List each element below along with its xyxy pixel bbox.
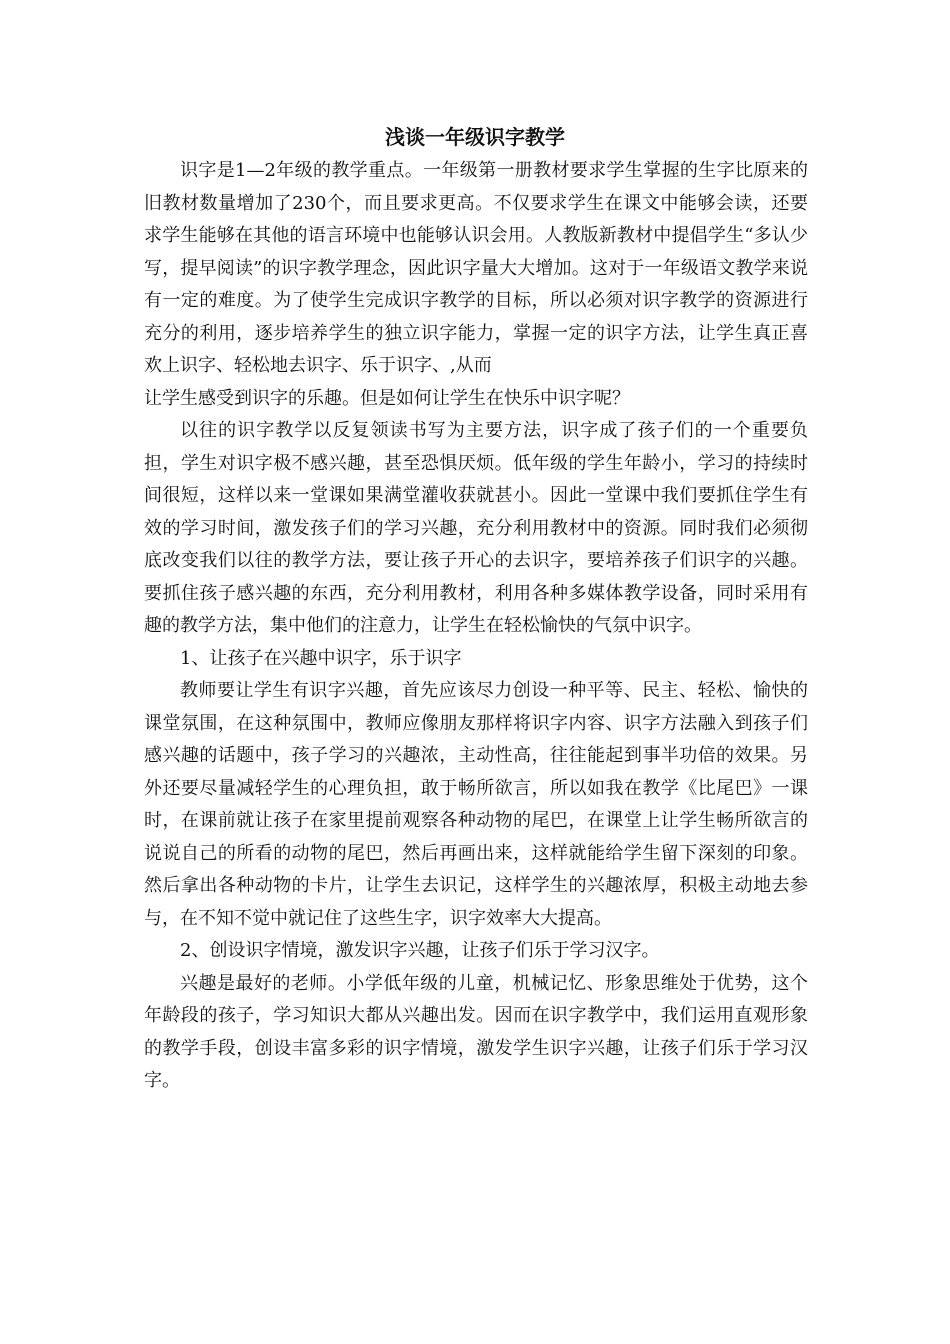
paragraph-5: 兴趣是最好的老师。小学低年级的儿童，机械记忆、形象思维处于优势，这个年龄段的孩子，学习知识大都从兴趣出发。因而在识字教学中，我们运用直观形象的教学手段，创设丰富多彩的识字情境，激发学生识字兴趣，让孩子们乐于学习汉字。: [144, 972, 808, 1091]
section-heading-1: 1、让孩子在兴趣中识字，乐于识字: [180, 647, 462, 669]
document-title: 浅谈一年级识字教学: [385, 125, 565, 149]
section-heading-2: 2、创设识字情境，激发识字兴趣，让孩子们乐于学习汉字。: [180, 940, 660, 961]
paragraph-4: 教师要让学生有识字兴趣，首先应该尽力创设一种平等、民主、轻松、愉快的课堂氛围，在这种氛围中，教师应像朋友那样将识字内容、识字方法融入到孩子们感兴趣的话题中，孩子学习的兴趣浓，主动性高，往往能起到事半功倍的效果。另外还要尽量减轻学生的心理负担，敢于畅所欲言，所以如我在教学《比尾巴》一课时，在课前就让孩子在家里提前观察各种动物的尾巴，在课堂上让学生畅所欲言的说说自己的所看的动物的尾巴，然后再画出来，这样就能给学生留下深刻的印象。然后拿出各种动物的卡片，让学生去识记，这样学生的兴趣浓厚，积极主动地去参与，在不知不觉中就记住了这些生字，识字效率大大提高。: [144, 680, 808, 929]
paragraph-2: 让学生感受到识字的乐趣。但是如何让学生在快乐中识字呢？: [144, 387, 630, 409]
paragraph-1: 识字是1—2年级的教学重点。一年级第一册教材要求学生掌握的生字比原来的旧教材数量增加了230个，而且要求更高。不仅要求学生在课文中能够会读，还要求学生能够在其他的语言环境中也能够认识会用。人教版新教材中提倡学生“多认少写，提早阅读”的识字教学理念，因此识字量大大增加。这对于一年级语文教学来说有一定的难度。为了使学生完成识字教学的目标，所以必须对识字教学的资源进行充分的利用，逐步培养学生的独立识字能力，掌握一定的识字方法，让学生真正喜欢上识字、轻松地去识字、乐于识字、,从而: [144, 160, 808, 376]
document-body: [144, 155, 808, 1098]
paragraph-3: 以往的识字教学以反复领读书写为主要方法，识字成了孩子们的一个重要负担，学生对识字极不感兴趣，甚至恐惧厌烦。低年级的学生年龄小，学习的持续时间很短，这样以来一堂课如果满堂灌收获就甚小。因此一堂课中我们要抓住学生有效的学习时间，激发孩子们的学习兴趣，充分利用教材中的资源。同时我们必须彻底改变我们以往的教学方法，要让孩子开心的去识字，要培养孩子们识字的兴趣。要抓住孩子感兴趣的东西，充分利用教材，利用各种多媒体教学设备，同时采用有趣的教学方法，集中他们的注意力，让学生在轻松愉快的气氛中识字。: [144, 420, 808, 636]
